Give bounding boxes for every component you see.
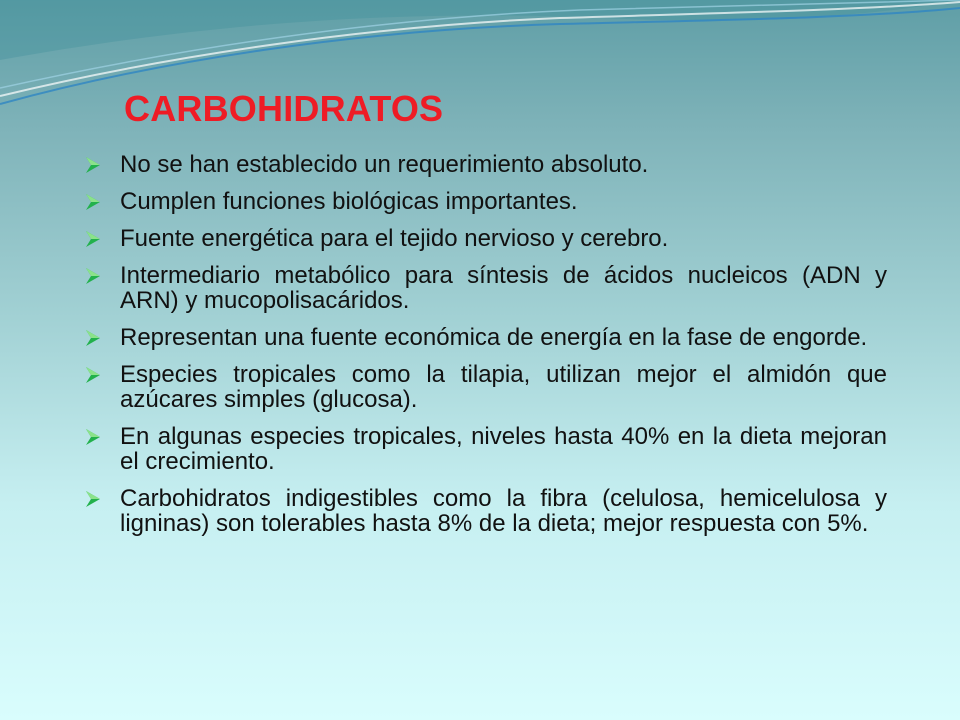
bullet-text: Cumplen funciones biológicas importantes.	[120, 188, 578, 215]
list-item	[84, 486, 887, 536]
arrow-bullet-icon	[84, 230, 102, 248]
bullet-text: Representan una fuente económica de energía en la fase de engorde.	[120, 324, 868, 351]
arrow-bullet-icon	[84, 193, 102, 211]
arrow-bullet-icon	[84, 267, 102, 285]
bullet-text: Carbohidratos indigestibles como la fibra (celulosa, hemicelulosa y ligninas) son tolerables hasta 8% de la dieta; mejor respuesta con 5%.	[120, 485, 887, 537]
bullet-text: Especies tropicales como la tilapia, utilizan mejor el almidón que azúcares simples (glucosa).	[120, 361, 887, 413]
arrow-bullet-icon	[84, 366, 102, 384]
bullet-text: Fuente energética para el tejido nervioso y cerebro.	[120, 225, 669, 252]
list-item	[84, 152, 887, 177]
list-item	[84, 226, 887, 251]
slide-title: CARBOHIDRATOS	[124, 88, 444, 129]
bullet-text: En algunas especies tropicales, niveles hasta 40% en la dieta mejoran el crecimiento.	[120, 423, 887, 475]
list-item	[84, 424, 887, 474]
arrow-bullet-icon	[84, 156, 102, 174]
list-item	[84, 263, 887, 313]
bullet-text: Intermediario metabólico para síntesis de ácidos nucleicos (ADN y ARN) y mucopolisacáridos.	[120, 262, 887, 314]
arrow-bullet-icon	[84, 428, 102, 446]
list-item	[84, 325, 887, 350]
bullet-list	[84, 152, 887, 548]
arrow-bullet-icon	[84, 490, 102, 508]
arrow-bullet-icon	[84, 329, 102, 347]
bullet-text: No se han establecido un requerimiento absoluto.	[120, 151, 649, 178]
list-item	[84, 362, 887, 412]
list-item	[84, 189, 887, 214]
